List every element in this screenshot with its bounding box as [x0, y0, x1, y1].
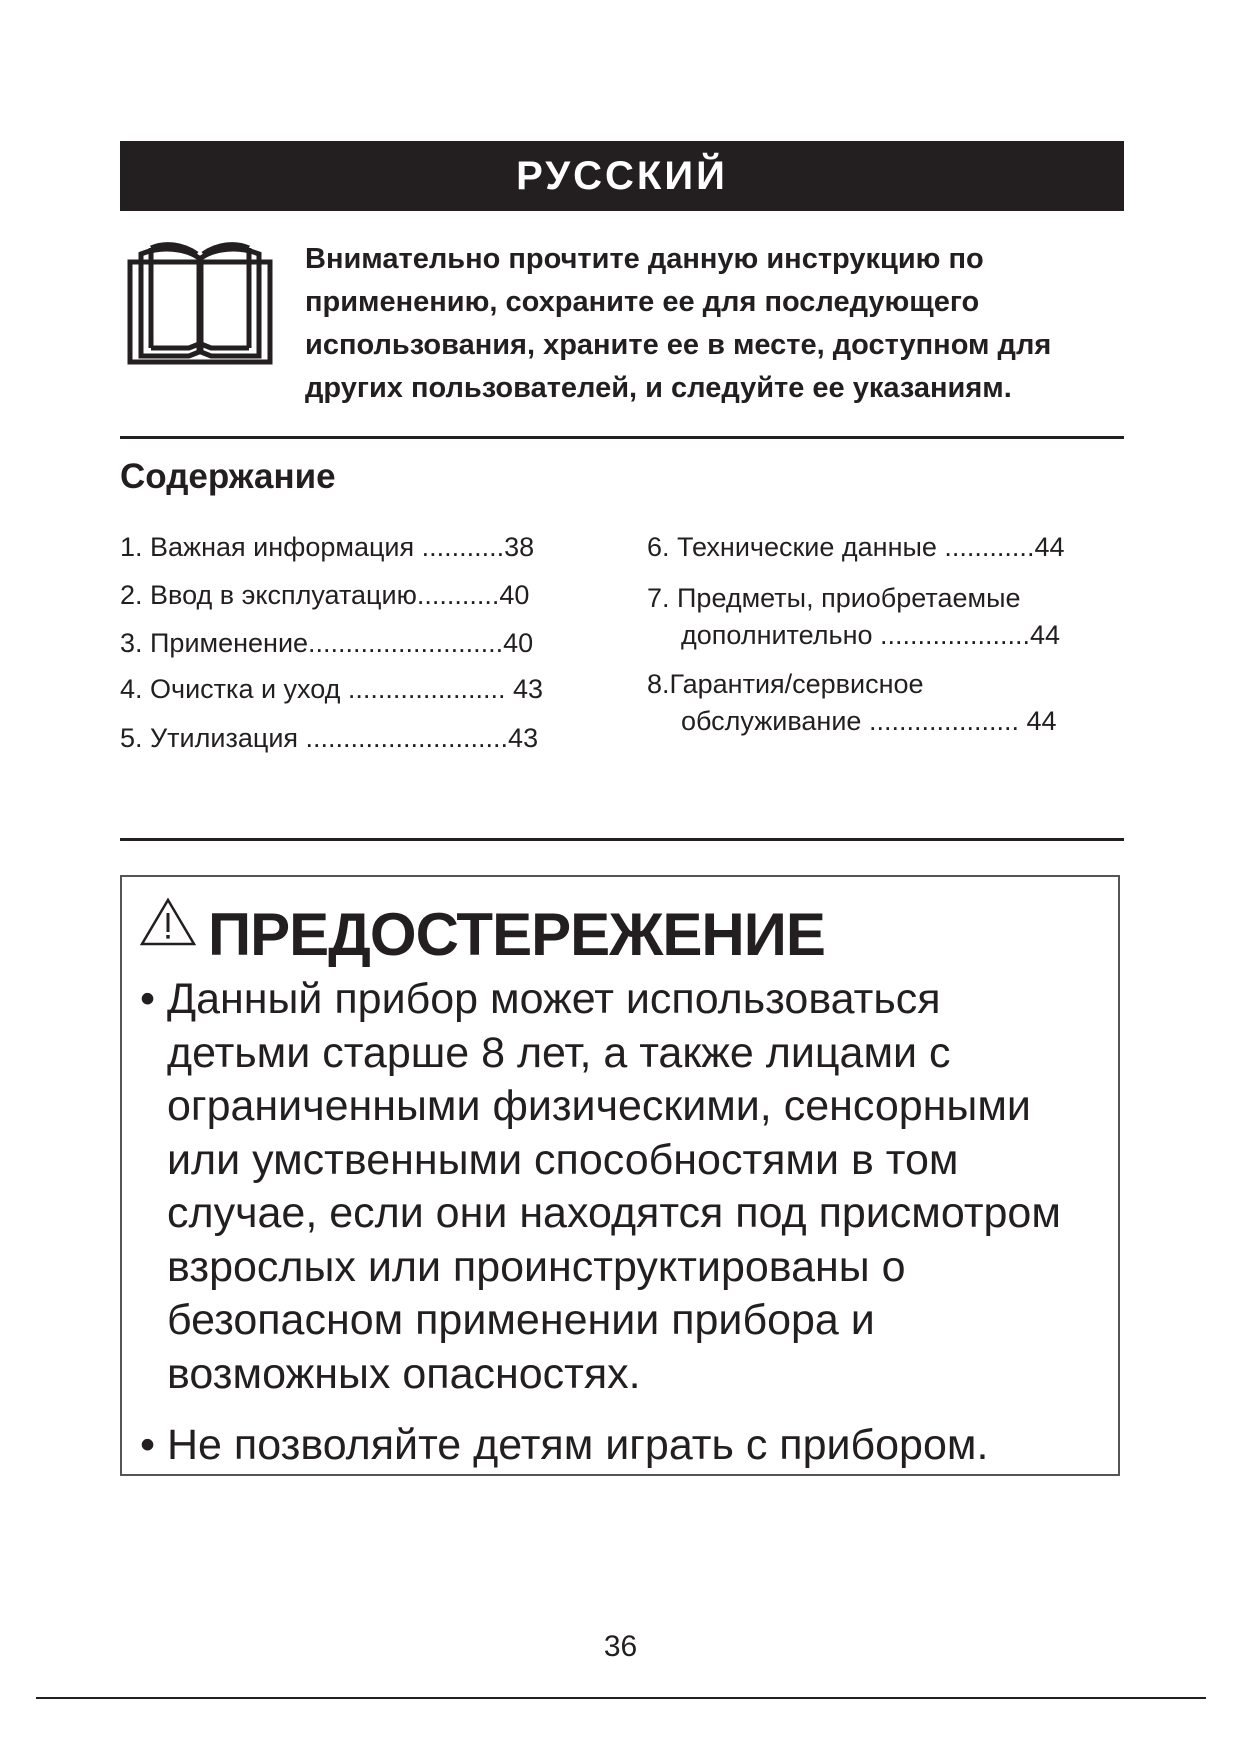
warning-bullet-item — [140, 973, 1090, 1401]
toc-item-5[interactable]: 5. Утилизация ...........................43 — [120, 723, 539, 753]
toc-item-8[interactable] — [647, 666, 1057, 740]
warning-box — [120, 875, 1120, 1476]
warning-title: ПРЕДОСТЕРЕЖЕНИЕ — [208, 901, 825, 968]
warning-bullet-text: Данный прибор может использоваться детьми старше 8 лет, а также лицами с ограниченными физическими, сенсорными или умственными способностями в том случае, если они находятся под присмотром взрослых или проинструктированы о безопасном применении прибора и возможных опасностях. — [167, 975, 1061, 1398]
book-icon — [127, 240, 273, 366]
toc-item-4[interactable]: 4. Очистка и уход ..................... 43 — [120, 674, 543, 704]
warning-bullet-text: Не позволяйте детям играть с прибором. — [167, 1421, 989, 1469]
language-title: РУССКИЙ — [516, 153, 728, 198]
toc-item-7-label: 7. Предметы, приобретаемые — [647, 583, 1021, 613]
warning-triangle-icon — [139, 897, 197, 947]
footer-divider — [36, 1697, 1206, 1699]
section-divider — [120, 436, 1124, 439]
toc-heading: Содержание — [120, 457, 336, 496]
page-number: 36 — [603, 1630, 638, 1663]
toc-item-7-label-cont: дополнительно ....................44 — [681, 620, 1061, 650]
toc-item-7[interactable] — [647, 580, 1060, 654]
toc-item-8-label: 8.Гарантия/сервисное — [647, 669, 924, 699]
warning-bullet-item — [140, 1419, 1090, 1473]
toc-item-6[interactable] — [647, 532, 1064, 563]
toc-item-8-label-cont: обслуживание .................... 44 — [681, 706, 1057, 736]
toc-item-2[interactable]: 2. Ввод в эксплуатацию...........40 — [120, 580, 530, 610]
toc-item-1[interactable]: 1. Важная информация ...........38 — [120, 532, 535, 562]
intro-instruction-text: Внимательно прочтите данную инструкцию по применению, сохраните ее для последующего использования, храните ее в месте, доступном для других пользователей, и следуйте ее указаниям. — [305, 243, 1052, 404]
toc-item-3[interactable]: 3. Применение..........................40 — [120, 628, 534, 658]
toc-item-6-label: 6. Технические данные ............44 — [647, 532, 1065, 562]
section-divider — [120, 838, 1124, 841]
bullet-icon: • — [140, 975, 156, 1023]
language-header-bar — [120, 141, 1124, 211]
bullet-icon: • — [140, 1421, 156, 1469]
